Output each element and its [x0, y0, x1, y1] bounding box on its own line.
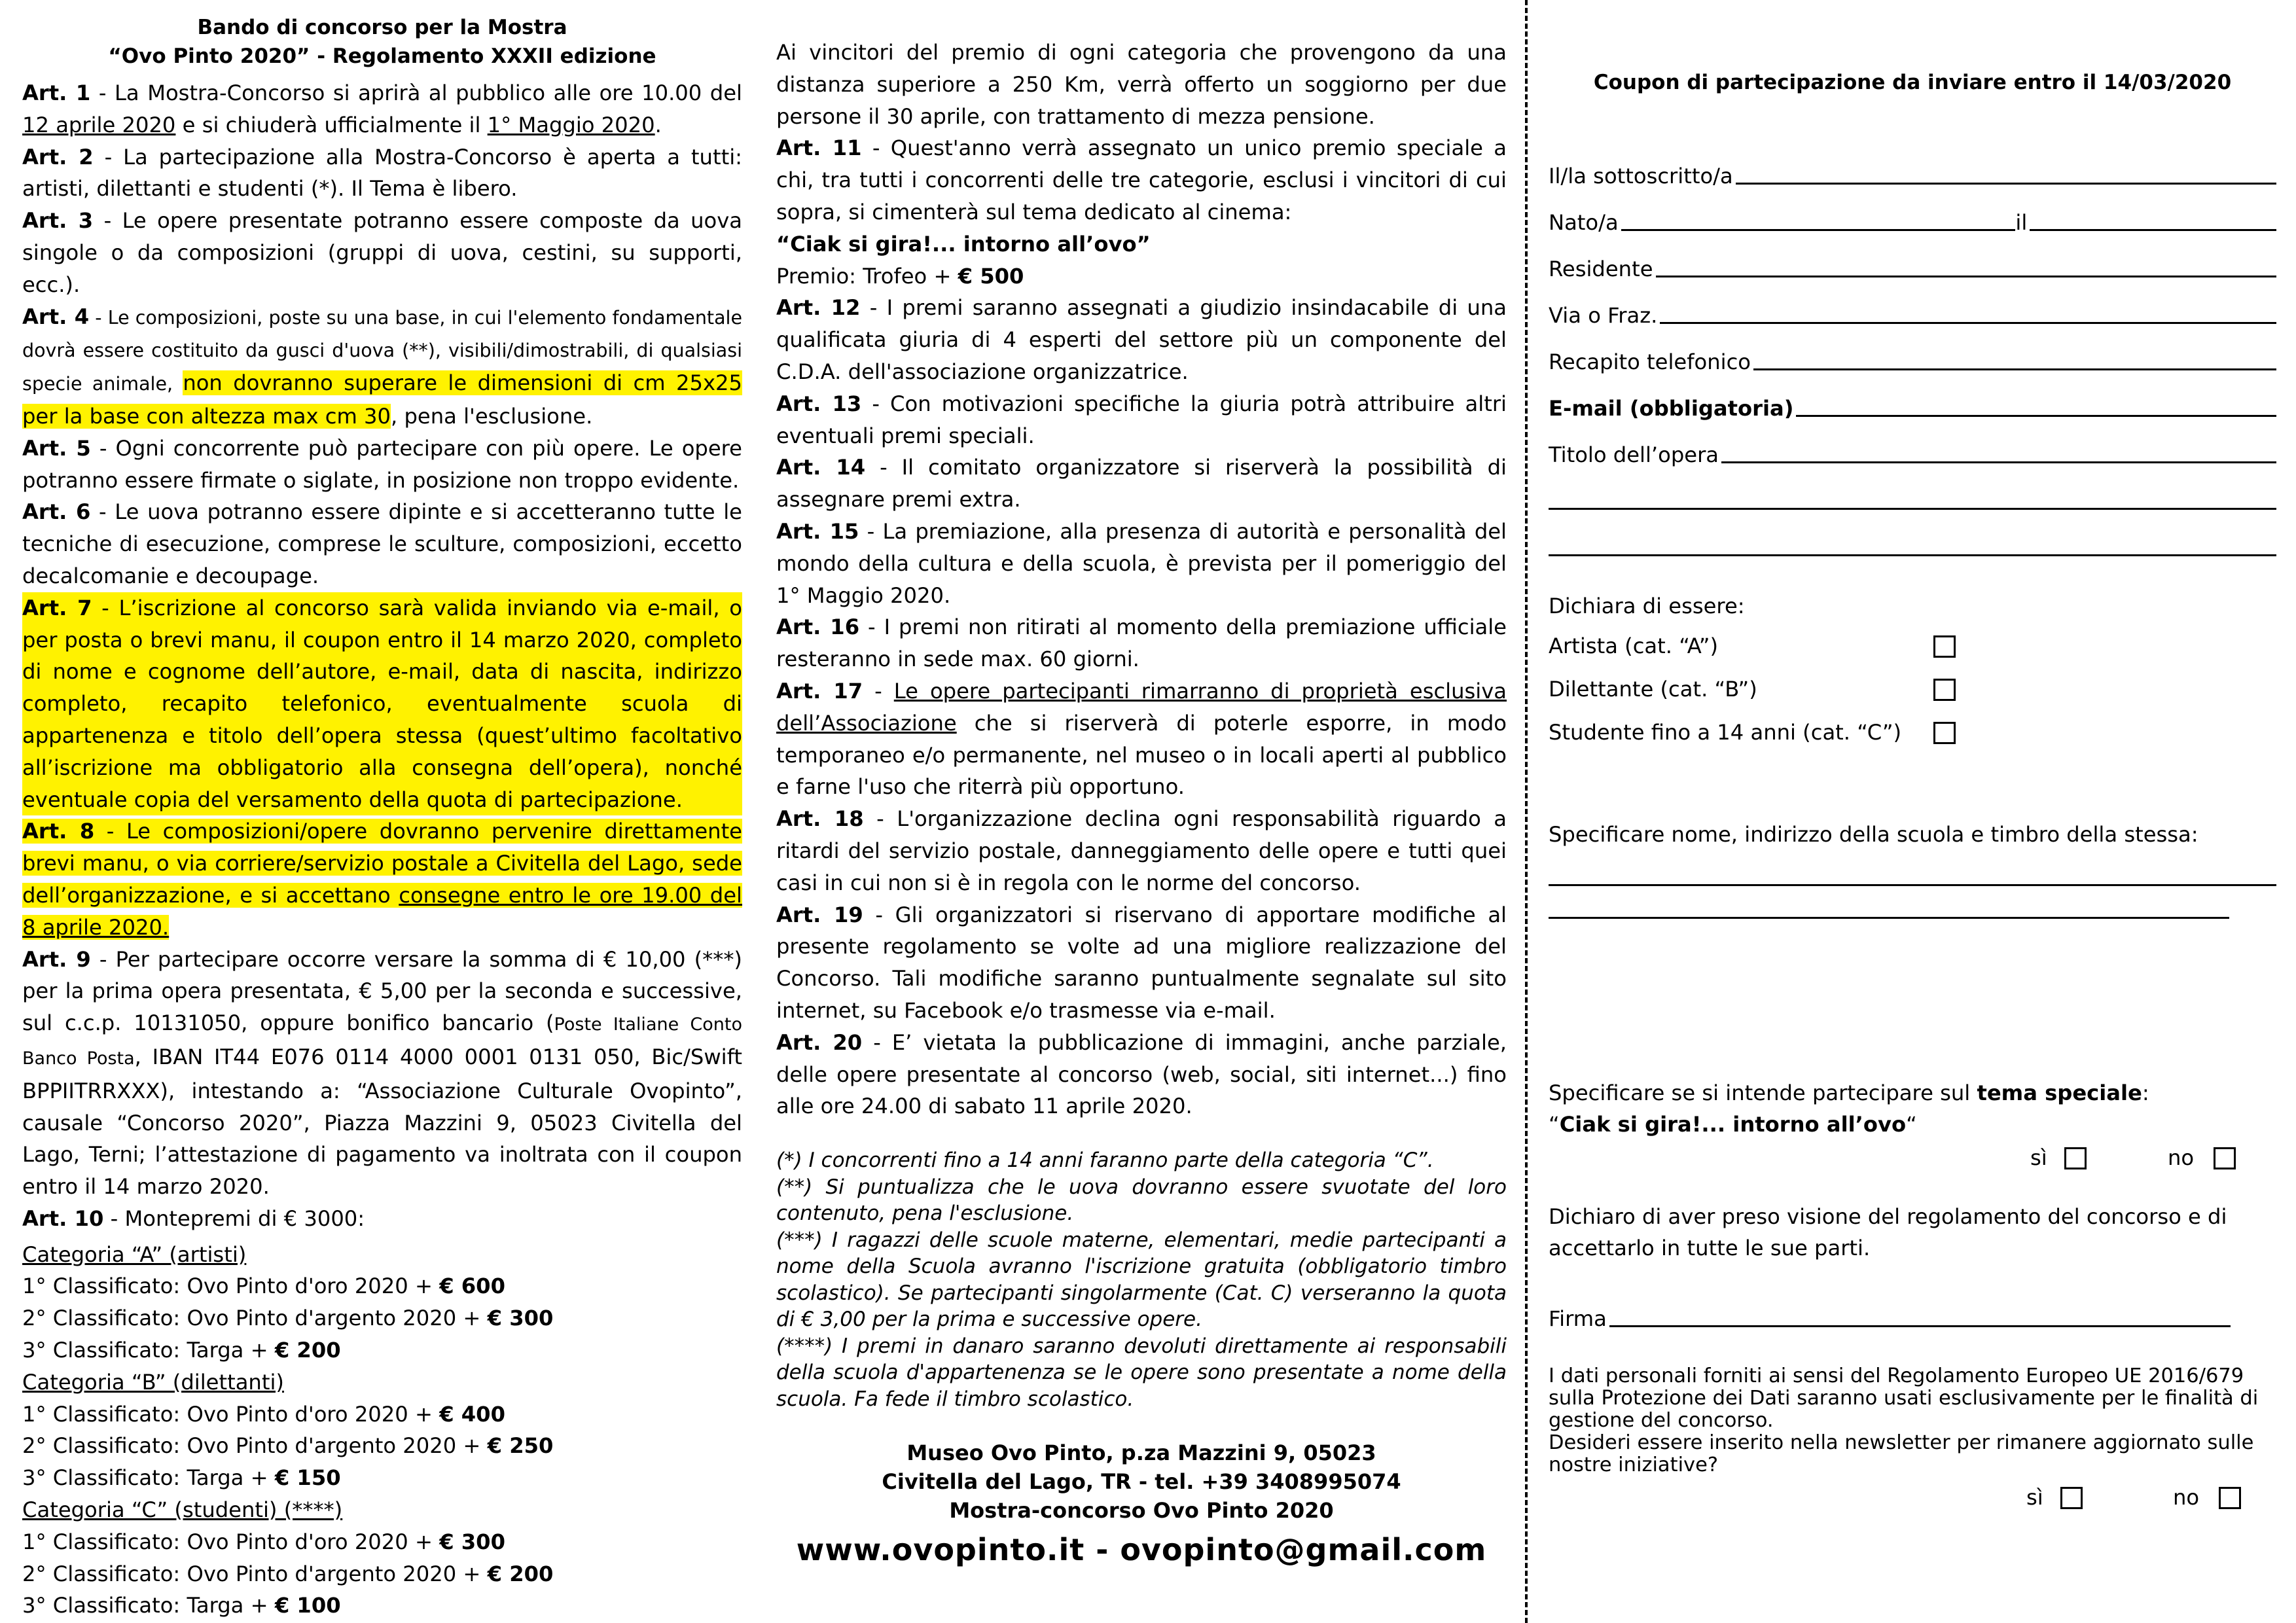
article-20: Art. 20 - E’ vietata la pubblicazione di immagini, anche parziale, delle opere presentate al concorso (web, social, siti internet...) fino alle ore 24.00 di sabato 11 aprile 2020. — [776, 1029, 1507, 1119]
footnote: (***) I ragazzi delle scuole materne, elementari, medie partecipanti a nome della Scuola avranno l'iscrizione gratuita (obbligatorio timbro scolastico). Se partecipanti singolarmente (Cat. C) verseranno la quota di € 3,00 per la prima e successive opere. — [776, 1228, 1507, 1332]
footnote: (*) I concorrenti fino a 14 anni faranno parte della categoria “C”. — [776, 1149, 1434, 1173]
option-student: Studente fino a 14 anni (cat. “C”) — [1549, 719, 1902, 745]
signature-field[interactable] — [1549, 1289, 2231, 1335]
birthplace-label: Nato/a — [1549, 210, 1619, 236]
prize-row: 2° Classificato: Ovo Pinto d'argento 2020 + € 300 — [22, 1306, 554, 1331]
newsletter-no-label: no — [2173, 1485, 2200, 1510]
name-field[interactable] — [1549, 146, 2276, 192]
artist-checkbox[interactable] — [1933, 635, 1956, 658]
acknowledgement: Dichiaro di aver preso visione del regolamento del concorso e di accettarlo in tutte le sue parti. — [1549, 1204, 2227, 1261]
article-19: Art. 19 - Gli organizzatori si riservano di apportare modifiche al presente regolamento se volte ad una migliore realizzazione del Concorso. Tali modifiche saranno puntualmente segnalate sul sito internet, su Facebook e/o trasmesse via e-mail. — [776, 902, 1507, 1023]
street-label: Via o Fraz. — [1549, 303, 1658, 329]
special-theme: “Ciak si gira!... intorno all’ovo” — [776, 231, 1151, 257]
page-subtitle: “Ovo Pinto 2020” - Regolamento XXXII edizione — [108, 45, 656, 68]
fold-line — [1525, 0, 1528, 1623]
phone-label: Recapito telefonico — [1549, 349, 1751, 375]
artwork-title-field[interactable] — [1549, 425, 2276, 471]
article-17: Art. 17 - Le opere partecipanti rimarranno di proprietà esclusiva dell’Associazione che si riserverà di poterle esporre, in modo temporaneo e/o permanente, nel museo o in locali aperti al pubblico e farne l'uso che riterrà più opportuno. — [776, 678, 1507, 800]
school-line-1[interactable] — [1549, 851, 2276, 894]
special-theme-name: “Ciak si gira!... intorno all’ovo“ — [1549, 1112, 1917, 1137]
signature-label: Firma — [1549, 1306, 1607, 1332]
prize-row: 3° Classificato: Targa + € 150 — [22, 1465, 341, 1491]
special-yes-label: sì — [2030, 1145, 2047, 1171]
article-5: Art. 5 - Ogni concorrente può partecipare con più opere. Le opere potranno essere firmate o siglate, in posizione non troppo evidente. — [22, 435, 742, 493]
category-heading: Categoria “A” (artisti) — [22, 1241, 247, 1267]
article-7: Art. 7 - L’iscrizione al concorso sarà valida inviando via e-mail, o per posta o brevi manu, il coupon entro il 14 marzo 2020, completo di nome e cognome dell’autore, e-mail, data di nascita, indirizzo completo, recapito telefonico, eventualmente scuola di appartenenza e titolo dell’opera stessa (quest’ultimo facoltativo all’iscrizione ma obbligatorio alla consegna dell’opera), nonché eventuale copia del versamento della quota di partecipazione. — [22, 592, 742, 816]
website-email[interactable]: www.ovopinto.it - ovopinto@gmail.com — [796, 1532, 1487, 1568]
artwork-title-line-2[interactable] — [1549, 471, 2276, 518]
street-field[interactable] — [1549, 285, 2276, 332]
school-label: Specificare nome, indirizzo della scuola e timbro della stessa: — [1549, 821, 2198, 847]
page-title: Bando di concorso per la Mostra — [197, 16, 567, 39]
special-no-label: no — [2168, 1145, 2195, 1171]
footnote: (**) Si puntualizza che le uova dovranno essere svuotate del loro contenuto, pena l'esclusione. — [776, 1175, 1507, 1226]
article-14: Art. 14 - Il comitato organizzatore si riserverà la possibilità di assegnare premi extra. — [776, 455, 1507, 512]
article-9: Art. 9 - Per partecipare occorre versare la somma di € 10,00 (***) per la prima opera presentata, € 5,00 per la seconda e successive, sul c.c.p. 10131050, oppure bonifico bancario (Poste Italiane Conto Banco Posta, IBAN IT44 E076 0114 4000 0001 0131 050, Bic/Swift BPPIITRRXXX), intestando a: “Associazione Culturale Ovopinto”, causale “Concorso 2020”, Piazza Mazzini 9, 05023 Civitella del Lago, Terni; l’attestazione di pagamento va inoltrata con il coupon entro il 14 marzo 2020. — [22, 946, 742, 1200]
special-yes-checkbox[interactable] — [2064, 1147, 2087, 1169]
prize-row: 3° Classificato: Targa + € 200 — [22, 1338, 341, 1363]
article-13: Art. 13 - Con motivazioni specifiche la giuria potrà attribuire altri eventuali premi speciali. — [776, 391, 1507, 448]
article-16: Art. 16 - I premi non ritirati al momento della premiazione ufficiale resteranno in sede max. 60 giorni. — [776, 615, 1507, 672]
option-amateur: Dilettante (cat. “B”) — [1549, 676, 1757, 702]
article-3: Art. 3 - Le opere presentate potranno essere composte da uova singole o da composizioni (gruppi di uova, cestini, su supporti, ecc.). — [22, 208, 742, 297]
prize-category-a — [22, 1239, 742, 1366]
newsletter-yes-checkbox[interactable] — [2060, 1487, 2083, 1509]
prize-row: 3° Classificato: Targa + € 100 — [22, 1593, 341, 1618]
prize-row: 2° Classificato: Ovo Pinto d'argento 2020 + € 200 — [22, 1561, 554, 1586]
prize-row: 1° Classificato: Ovo Pinto d'oro 2020 + € 300 — [22, 1529, 505, 1554]
travel-prize-paragraph: Ai vincitori del premio di ogni categoria che provengono da una distanza superiore a 250 Km, verrà offerto un soggiorno per due persone il 30 aprile, con trattamento di mezza pensione. — [776, 40, 1507, 129]
contact-phone: Civitella del Lago, TR - tel. +39 3408995074 — [882, 1469, 1401, 1495]
category-heading: Categoria “B” (dilettanti) — [22, 1369, 284, 1395]
article-15: Art. 15 - La premiazione, alla presenza di autorità e personalità del mondo della cultura e della scuola, è prevista per il pomeriggio del 1° Maggio 2020. — [776, 518, 1507, 608]
article-10: Art. 10 - Montepremi di € 3000: — [22, 1205, 365, 1231]
artwork-title-line-3[interactable] — [1549, 518, 2276, 564]
birth-field[interactable] — [1549, 192, 2276, 239]
newsletter-no-checkbox[interactable] — [2219, 1487, 2241, 1509]
amateur-checkbox[interactable] — [1933, 679, 1956, 701]
footnote: (****) I premi in danaro saranno devoluti direttamente ai responsabili della scuola d'appartenenza se le opere sono presentate a nome della scuola. Fa fede il timbro scolastico. — [776, 1334, 1507, 1411]
residence-field[interactable] — [1549, 239, 2276, 285]
prize-category-b — [22, 1366, 742, 1494]
article-1: Art. 1 - La Mostra-Concorso si aprirà al pubblico alle ore 10.00 del 12 aprile 2020 e si chiuderà ufficialmente il 1° Maggio 2020. — [22, 80, 742, 137]
special-prize: Premio: Trofeo + € 500 — [776, 263, 1024, 289]
student-checkbox[interactable] — [1933, 722, 1956, 744]
footnotes — [776, 1147, 1507, 1412]
article-4: Art. 4 - Le composizioni, poste su una base, in cui l'elemento fondamentale dovrà essere costituito da gusci d'uova (**), visibili/dimostrabili, di qualsiasi specie animale, non dovranno superare le dimensioni di cm 25x25 per la base con altezza max cm 30, pena l'esclusione. — [22, 304, 742, 429]
email-field[interactable] — [1549, 378, 2276, 425]
article-12: Art. 12 - I premi saranno assegnati a giudizio insindacabile di una qualificata giuria di 4 esperti del settore più un componente del C.D.A. dell'associazione organizzatrice. — [776, 295, 1507, 384]
newsletter-yes-label: sì — [2026, 1485, 2043, 1510]
special-no-checkbox[interactable] — [2214, 1147, 2236, 1169]
prize-category-c — [22, 1494, 742, 1622]
privacy-notice: I dati personali forniti ai sensi del Regolamento Europeo UE 2016/679 sulla Protezione dei Dati saranno usati esclusivamente per le finalità di gestione del concorso. — [1549, 1364, 2259, 1433]
coupon-form — [1549, 0, 2276, 1516]
article-6: Art. 6 - Le uova potranno essere dipinte e si accetteranno tutte le tecniche di esecuzione, comprese le sculture, composizioni, eccetto decalcomanie e decoupage. — [22, 499, 742, 588]
article-8: Art. 8 - Le composizioni/opere dovranno pervenire direttamente brevi manu, o via corriere/servizio postale a Civitella del Lago, sede dell’organizzazione, e si accettano consegne entro le ore 19.00 del 8 aprile 2020. — [22, 819, 742, 940]
contact-event: Mostra-concorso Ovo Pinto 2020 — [949, 1498, 1334, 1524]
option-artist: Artista (cat. “A”) — [1549, 633, 1719, 658]
article-2: Art. 2 - La partecipazione alla Mostra-Concorso è aperta a tutti: artisti, dilettanti e studenti (*). Il Tema è libero. — [22, 144, 742, 202]
rules-column-2 — [776, 0, 1507, 1569]
school-line-2[interactable] — [1549, 894, 2229, 927]
category-heading: Categoria “C” (studenti) (****) — [22, 1497, 343, 1523]
phone-field[interactable] — [1549, 332, 2276, 378]
birthdate-label: il — [2015, 210, 2028, 236]
declare-label: Dichiara di essere: — [1549, 594, 1745, 618]
artwork-title-label: Titolo dell’opera — [1549, 442, 1719, 468]
prize-row: 1° Classificato: Ovo Pinto d'oro 2020 + € 400 — [22, 1401, 505, 1427]
prize-list — [22, 1239, 742, 1622]
article-18: Art. 18 - L'organizzazione declina ogni responsabilità riguardo a ritardi del servizio postale, danneggiamento delle opere e tutti quei casi in cui non si è in regola con le norme del concorso. — [776, 806, 1507, 895]
coupon-title: Coupon di partecipazione da inviare entro il 14/03/2020 — [1593, 71, 2232, 94]
prize-row: 1° Classificato: Ovo Pinto d'oro 2020 + € 600 — [22, 1274, 505, 1299]
article-11: Art. 11 - Quest'anno verrà assegnato un unico premio speciale a chi, tra tutti i concorrenti delle tre categorie, esclusi i vincitori di cui sopra, si cimenterà sul tema dedicato al cinema: — [776, 135, 1507, 224]
newsletter-question: Desideri essere inserito nella newsletter per rimanere aggiornato sulle nostre iniziative? — [1549, 1431, 2254, 1477]
name-label: Il/la sottoscritto/a — [1549, 164, 1733, 189]
rules-column-1 — [22, 0, 742, 1622]
email-label: E-mail (obbligatoria) — [1549, 396, 1794, 421]
special-theme-question: Specificare se si intende partecipare sul tema speciale: — [1549, 1080, 2149, 1105]
prize-row: 2° Classificato: Ovo Pinto d'argento 2020 + € 250 — [22, 1433, 554, 1459]
residence-label: Residente — [1549, 257, 1653, 282]
contact-address: Museo Ovo Pinto, p.za Mazzini 9, 05023 — [906, 1440, 1376, 1466]
